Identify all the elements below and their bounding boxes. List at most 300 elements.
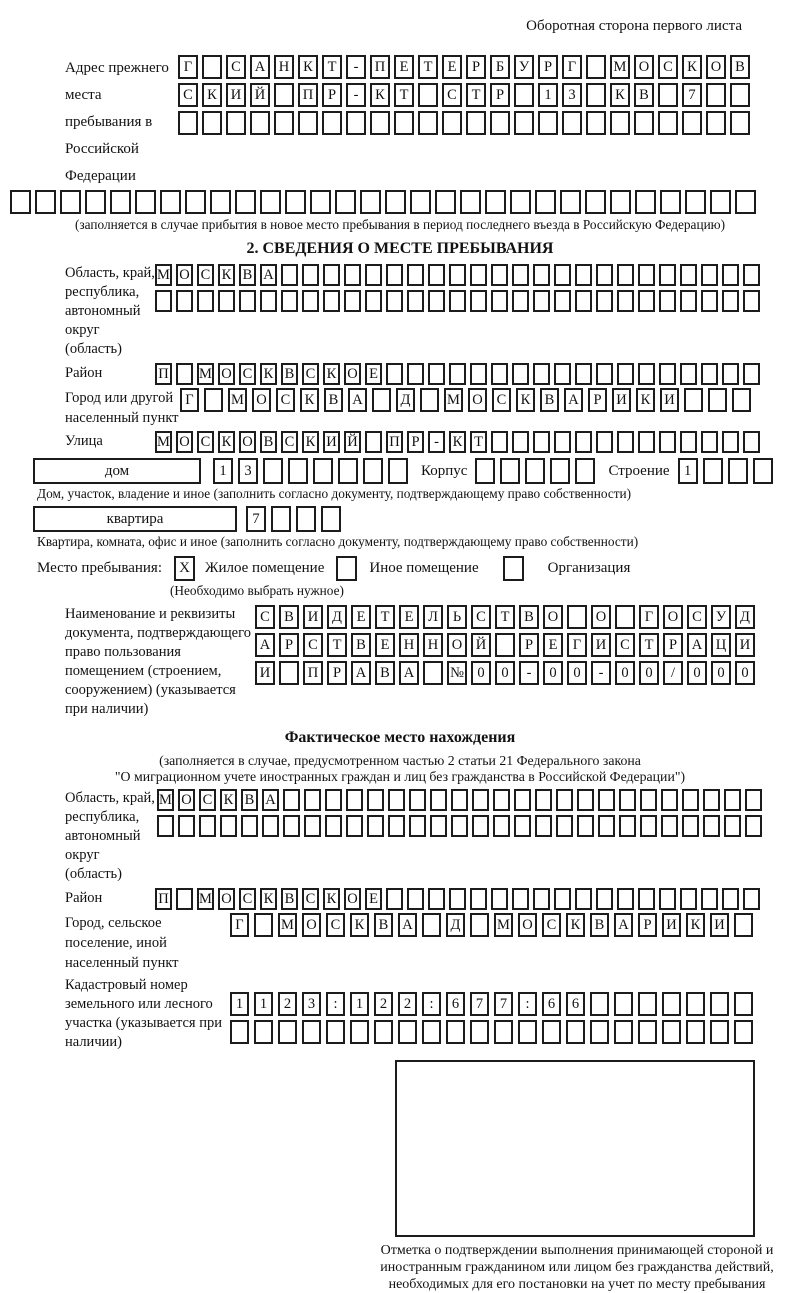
char-box: 1 [678, 458, 698, 484]
char-box [260, 290, 277, 312]
char-box: Т [639, 633, 659, 657]
char-box [485, 190, 506, 214]
char-box [494, 1020, 513, 1044]
char-box: П [155, 363, 172, 385]
checkbox-org [503, 556, 524, 581]
char-box [659, 290, 676, 312]
char-box: 6 [542, 992, 561, 1016]
char-box: 2 [374, 992, 393, 1016]
char-box: А [614, 913, 633, 937]
char-box [596, 264, 613, 286]
char-row [178, 83, 754, 107]
char-box: В [351, 633, 371, 657]
char-box [500, 458, 520, 484]
char-box [743, 363, 760, 385]
char-box [493, 789, 510, 811]
char-box [360, 190, 381, 214]
char-box: П [370, 55, 390, 79]
char-row [155, 363, 764, 385]
char-box [525, 458, 545, 484]
char-box [743, 888, 760, 910]
char-box [660, 190, 681, 214]
char-box: О [344, 363, 361, 385]
char-row [246, 506, 346, 532]
char-box: Ц [711, 633, 731, 657]
char-box [512, 888, 529, 910]
char-box: К [260, 888, 277, 910]
char-box [446, 1020, 465, 1044]
char-box: С [492, 388, 511, 412]
stroenie-label: Строение [608, 463, 670, 479]
char-box: В [519, 605, 539, 629]
char-box: О [447, 633, 467, 657]
char-box [325, 789, 342, 811]
char-box [619, 815, 636, 837]
char-box: И [226, 83, 246, 107]
char-box: Н [399, 633, 419, 657]
char-box [344, 290, 361, 312]
char-box [283, 815, 300, 837]
char-box [430, 789, 447, 811]
char-box: М [155, 431, 172, 453]
char-box: М [157, 789, 174, 811]
char-box [470, 888, 487, 910]
char-row [10, 190, 800, 214]
char-box: Е [365, 888, 382, 910]
al-raion-row [65, 888, 800, 910]
char-box [386, 363, 403, 385]
stay-type-row [37, 556, 800, 581]
char-box [491, 363, 508, 385]
char-box [323, 290, 340, 312]
char-box: К [218, 264, 235, 286]
prev-address-cells [178, 55, 754, 139]
char-box [533, 264, 550, 286]
char-box: Т [466, 83, 486, 107]
char-row [178, 55, 754, 79]
char-box [538, 111, 558, 135]
char-box: 1 [254, 992, 273, 1016]
char-row [255, 633, 759, 657]
char-box [535, 789, 552, 811]
char-box [451, 815, 468, 837]
char-row [157, 815, 766, 837]
char-box [322, 111, 342, 135]
char-box [598, 789, 615, 811]
char-box [296, 506, 316, 532]
char-box: М [228, 388, 247, 412]
char-box [304, 815, 321, 837]
char-box: В [324, 388, 343, 412]
char-box [722, 363, 739, 385]
char-box: К [323, 888, 340, 910]
char-box: В [375, 661, 395, 685]
char-box [638, 992, 657, 1016]
char-box: А [262, 789, 279, 811]
char-box: 0 [687, 661, 707, 685]
char-box [470, 264, 487, 286]
char-box [722, 888, 739, 910]
char-box: М [197, 363, 214, 385]
s2-oblast-label: Область, край, республика, автономный округ (область) [65, 265, 155, 357]
char-box [680, 363, 697, 385]
char-box: М [155, 264, 172, 286]
char-box: П [298, 83, 318, 107]
char-box [466, 111, 486, 135]
al-cadastre-label: Кадастровый номер земельного или лесного участка (указывается при наличии) [65, 977, 222, 1050]
char-box: 1 [213, 458, 233, 484]
char-box: Е [394, 55, 414, 79]
char-box: Г [178, 55, 198, 79]
char-box [722, 290, 739, 312]
char-box [743, 431, 760, 453]
char-box [370, 111, 390, 135]
char-box: П [303, 661, 323, 685]
char-box [730, 111, 750, 135]
char-box [204, 388, 223, 412]
char-box: С [281, 431, 298, 453]
char-box [542, 1020, 561, 1044]
char-box [619, 789, 636, 811]
char-box: С [615, 633, 635, 657]
char-box [310, 190, 331, 214]
char-box [735, 190, 756, 214]
char-box: О [178, 789, 195, 811]
char-box: Е [375, 633, 395, 657]
char-row [155, 431, 764, 453]
char-box: С [226, 55, 246, 79]
s2-raion-row [65, 363, 800, 385]
char-box [533, 290, 550, 312]
char-box: Й [471, 633, 491, 657]
char-box [514, 815, 531, 837]
char-box: С [239, 363, 256, 385]
char-box: Й [250, 83, 270, 107]
char-box: Б [490, 55, 510, 79]
char-box: Л [423, 605, 443, 629]
char-box: А [687, 633, 707, 657]
page-side-note: Оборотная сторона первого листа [526, 18, 742, 34]
char-row [155, 290, 764, 312]
char-box: У [514, 55, 534, 79]
char-box [682, 111, 702, 135]
char-box [710, 1020, 729, 1044]
char-box: К [370, 83, 390, 107]
s2-street-label: Улица [65, 433, 103, 449]
char-row [230, 913, 758, 937]
char-box [556, 815, 573, 837]
char-box: 1 [538, 83, 558, 107]
char-box [682, 789, 699, 811]
al-cadastre-block [65, 976, 800, 1052]
char-box [734, 992, 753, 1016]
char-box [577, 789, 594, 811]
char-box: К [636, 388, 655, 412]
char-box [701, 431, 718, 453]
char-box [706, 83, 726, 107]
char-box: А [250, 55, 270, 79]
char-box [706, 111, 726, 135]
char-box [321, 506, 341, 532]
char-box [157, 815, 174, 837]
char-box [338, 458, 358, 484]
char-box [743, 290, 760, 312]
char-box: - [346, 83, 366, 107]
char-box [722, 431, 739, 453]
house-caption: Дом, участок, владение и иное (заполнить согласно документу, подтверждающему право собственности) [37, 486, 632, 501]
char-box [271, 506, 291, 532]
char-box: П [386, 431, 403, 453]
char-box [367, 789, 384, 811]
char-box [274, 111, 294, 135]
char-box: - [519, 661, 539, 685]
char-box: С [442, 83, 462, 107]
char-box [394, 111, 414, 135]
char-box [638, 888, 655, 910]
char-box [659, 363, 676, 385]
char-box [278, 1020, 297, 1044]
char-box [365, 290, 382, 312]
char-box: С [276, 388, 295, 412]
char-box: К [610, 83, 630, 107]
char-box [428, 363, 445, 385]
char-box [423, 661, 443, 685]
char-box: 0 [639, 661, 659, 685]
char-box [35, 190, 56, 214]
char-box [495, 633, 515, 657]
char-box [493, 815, 510, 837]
char-box [410, 190, 431, 214]
char-box: К [298, 55, 318, 79]
char-box [659, 888, 676, 910]
char-box: Г [562, 55, 582, 79]
char-box: А [564, 388, 583, 412]
char-box [110, 190, 131, 214]
char-row [180, 388, 756, 412]
prev-address-label: Адрес прежнего места пребывания в Российской Федерации [65, 60, 169, 184]
char-box: К [682, 55, 702, 79]
char-box [512, 290, 529, 312]
char-box: Е [365, 363, 382, 385]
char-box: С [658, 55, 678, 79]
char-box [577, 815, 594, 837]
char-box [535, 815, 552, 837]
char-box [514, 789, 531, 811]
document-label: Наименование и реквизиты документа, подтверждающего право пользования помещением (строением, сооружением) (указывается при наличии) [65, 606, 251, 717]
char-box [638, 363, 655, 385]
char-box [386, 264, 403, 286]
char-box [388, 815, 405, 837]
char-box [302, 1020, 321, 1044]
char-box [210, 190, 231, 214]
char-box [730, 83, 750, 107]
char-box: И [612, 388, 631, 412]
char-box: С [687, 605, 707, 629]
char-box: О [468, 388, 487, 412]
char-box: Р [663, 633, 683, 657]
char-box [365, 264, 382, 286]
char-box: С [197, 264, 214, 286]
char-row [155, 264, 764, 286]
char-box: Т [327, 633, 347, 657]
char-box [420, 388, 439, 412]
char-box [422, 913, 441, 937]
char-box [514, 111, 534, 135]
char-box [610, 190, 631, 214]
al-city-label: Город, сельское поселение, иной населенный пункт [65, 915, 179, 971]
prev-address-caption: (заполняется в случае прибытия в новое место пребывания в период последнего въезда в Российскую Федерацию) [74, 217, 726, 232]
char-box [590, 1020, 609, 1044]
char-box [661, 789, 678, 811]
char-box: : [422, 992, 441, 1016]
char-box [491, 264, 508, 286]
char-box [518, 1020, 537, 1044]
char-box [635, 190, 656, 214]
char-box [435, 190, 456, 214]
char-box [155, 290, 172, 312]
char-box: В [239, 264, 256, 286]
char-box: В [540, 388, 559, 412]
char-box [734, 1020, 753, 1044]
char-box [586, 111, 606, 135]
s2-street-row [65, 431, 800, 453]
char-box: К [300, 388, 319, 412]
char-box [409, 815, 426, 837]
char-box [686, 992, 705, 1016]
al-oblast-row [65, 789, 800, 884]
char-box: 0 [471, 661, 491, 685]
char-box [325, 815, 342, 837]
char-box [442, 111, 462, 135]
char-box [575, 264, 592, 286]
char-box [554, 888, 571, 910]
char-box [407, 363, 424, 385]
char-box: 3 [562, 83, 582, 107]
char-box: И [591, 633, 611, 657]
char-box [596, 290, 613, 312]
char-box [281, 264, 298, 286]
char-box: С [326, 913, 345, 937]
char-box: Д [446, 913, 465, 937]
char-box [585, 190, 606, 214]
char-box [554, 431, 571, 453]
char-box: / [663, 661, 683, 685]
char-box: Р [279, 633, 299, 657]
char-box: Г [180, 388, 199, 412]
char-row [157, 789, 766, 811]
option-zhiloe-label: Жилое помещение [205, 560, 325, 576]
document-block [65, 605, 800, 719]
char-box [491, 290, 508, 312]
flat-row [33, 506, 800, 532]
char-box: О [591, 605, 611, 629]
char-box [226, 111, 246, 135]
char-box [428, 888, 445, 910]
char-box [745, 789, 762, 811]
char-box: К [449, 431, 466, 453]
char-box [533, 363, 550, 385]
char-box: О [218, 363, 235, 385]
char-box [640, 815, 657, 837]
char-box [254, 913, 273, 937]
char-row [255, 605, 759, 629]
char-box [398, 1020, 417, 1044]
char-box [460, 190, 481, 214]
char-box [350, 1020, 369, 1044]
char-row [475, 458, 600, 484]
char-box: Г [567, 633, 587, 657]
char-box: С [178, 83, 198, 107]
char-box [285, 190, 306, 214]
char-box: Й [344, 431, 361, 453]
char-box: - [591, 661, 611, 685]
char-box [202, 55, 222, 79]
char-box [615, 605, 635, 629]
char-box [554, 363, 571, 385]
char-box: И [735, 633, 755, 657]
char-box: К [350, 913, 369, 937]
char-box [254, 1020, 273, 1044]
char-box [451, 789, 468, 811]
char-box [586, 55, 606, 79]
char-box [326, 1020, 345, 1044]
char-box: О [634, 55, 654, 79]
char-box [313, 458, 333, 484]
char-box: Е [442, 55, 462, 79]
char-box [590, 992, 609, 1016]
char-box [449, 363, 466, 385]
char-box: К [260, 363, 277, 385]
char-box: В [281, 363, 298, 385]
char-box: Т [470, 431, 487, 453]
char-box [560, 190, 581, 214]
char-box: 0 [543, 661, 563, 685]
option-inoe-label: Иное помещение [369, 560, 479, 576]
char-box: У [711, 605, 731, 629]
char-box [598, 815, 615, 837]
s2-city-row [65, 388, 800, 428]
char-box [638, 264, 655, 286]
char-box: А [399, 661, 419, 685]
s2-city-label: Город или другой населенный пункт [65, 390, 179, 426]
char-box [335, 190, 356, 214]
char-box: Р [638, 913, 657, 937]
char-box [218, 290, 235, 312]
char-box [185, 190, 206, 214]
char-box: А [348, 388, 367, 412]
char-box [298, 111, 318, 135]
korpus-label: Корпус [421, 463, 468, 479]
char-box [346, 789, 363, 811]
char-box: К [566, 913, 585, 937]
char-box [554, 264, 571, 286]
char-box [684, 388, 703, 412]
char-box: В [590, 913, 609, 937]
char-box [470, 363, 487, 385]
char-box: В [634, 83, 654, 107]
char-box: О [543, 605, 563, 629]
actual-location-note1: (заполняется в случае, предусмотренном частью 2 статьи 21 Федерального закона [159, 753, 641, 768]
char-box: В [374, 913, 393, 937]
char-box [135, 190, 156, 214]
char-box [662, 992, 681, 1016]
char-box [374, 1020, 393, 1044]
char-box [722, 264, 739, 286]
char-row [255, 661, 759, 685]
char-box [640, 789, 657, 811]
char-box: № [447, 661, 467, 685]
char-box: К [202, 83, 222, 107]
